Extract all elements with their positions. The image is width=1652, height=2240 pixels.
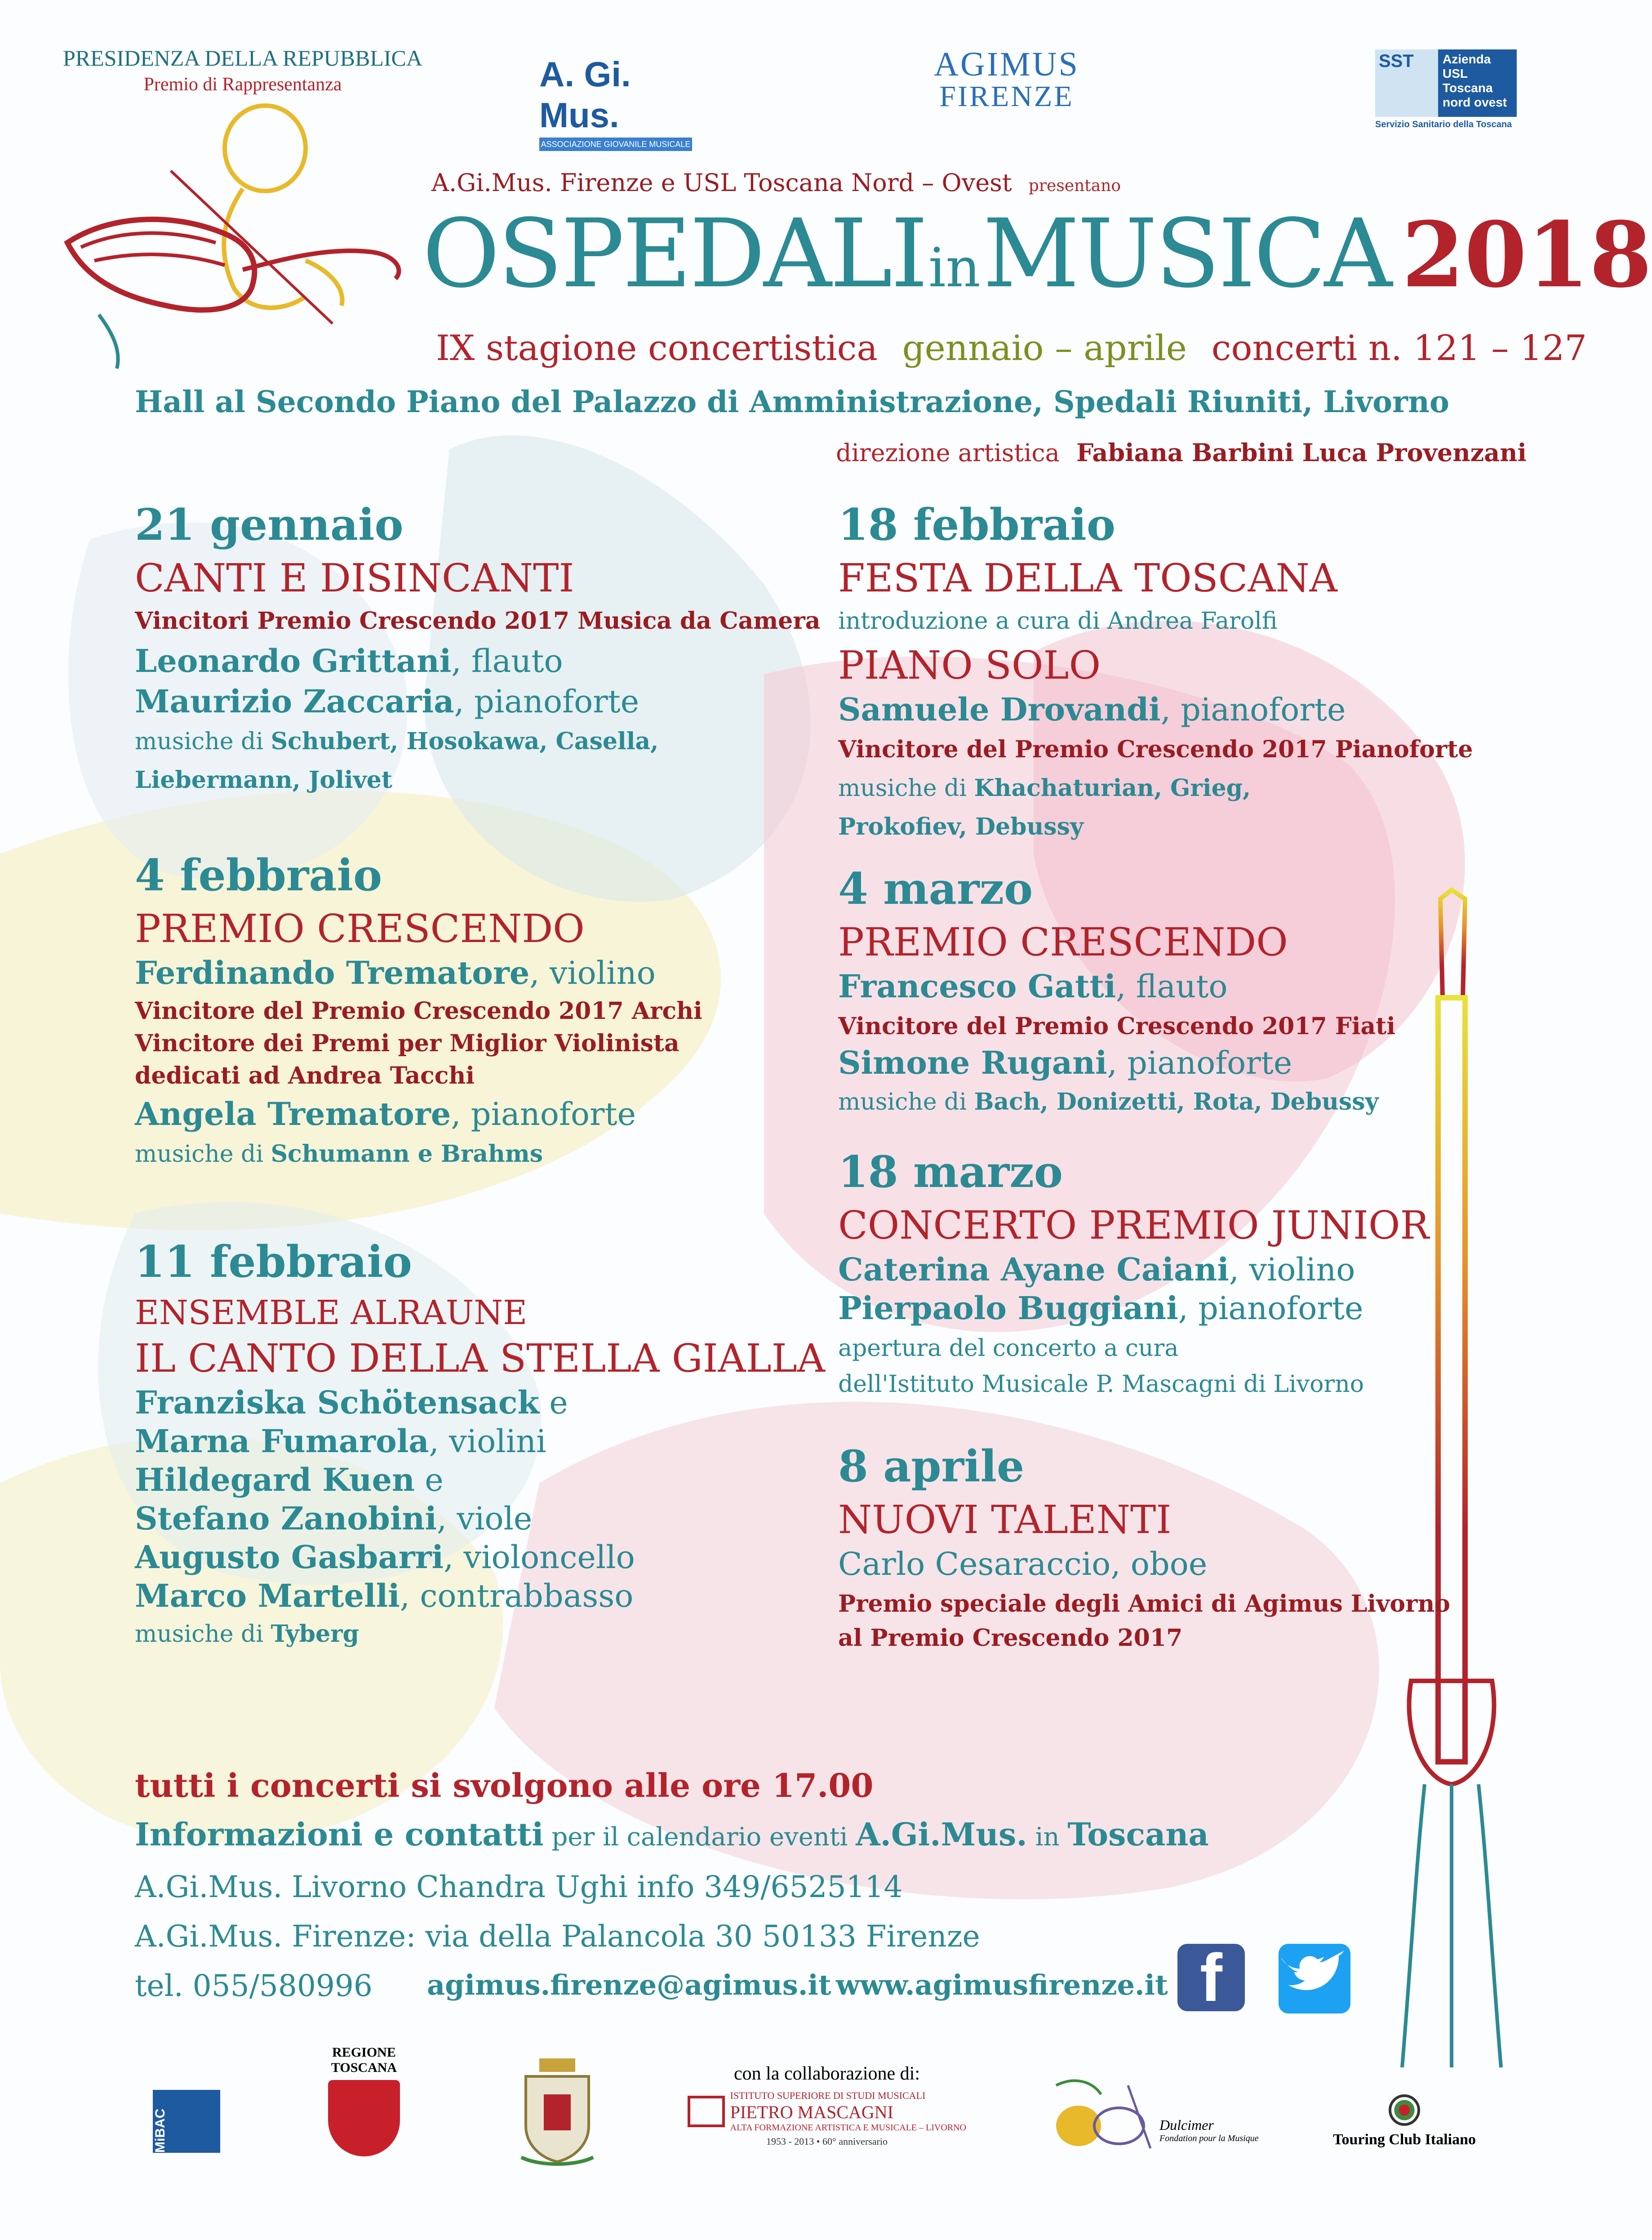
performer-role: , violino xyxy=(529,955,656,991)
concert-18-marzo xyxy=(838,1147,1430,1398)
music-label: musiche di xyxy=(135,1141,271,1168)
performer-role: e xyxy=(414,1462,444,1498)
performer-4 xyxy=(135,1500,825,1537)
firenze-address: A.Gi.Mus. Firenze: via della Palancola 30 50133 Firenze xyxy=(135,1919,980,1954)
directors: Fabiana Barbini Luca Provenzani xyxy=(1076,438,1527,467)
presenters: A.Gi.Mus. Firenze e USL Toscana Nord – Ovest xyxy=(431,169,1012,197)
period: gennaio – aprile xyxy=(902,328,1187,369)
performer-name: Francesco Gatti xyxy=(838,968,1116,1005)
concert-title-1: ENSEMBLE ALRAUNE xyxy=(135,1293,528,1332)
main-title xyxy=(422,199,1652,309)
usl-caption: Servizio Sanitario della Toscana xyxy=(1375,120,1512,129)
direction-line xyxy=(836,438,1527,467)
contacts-mid: per il calendario eventi xyxy=(543,1822,856,1852)
contacts-in: in xyxy=(1027,1822,1068,1852)
performer-role: , viole xyxy=(436,1500,533,1537)
mascagni-line-3: ALTA FORMAZIONE ARTISTICA E MUSICALE – LIVORNO xyxy=(730,2123,966,2133)
livorno-crest-icon xyxy=(512,2049,602,2166)
direction-label: direzione artistica xyxy=(836,439,1060,467)
performer-name: Simone Rugani xyxy=(838,1044,1107,1081)
mascagni-line-2: PIETRO MASCAGNI xyxy=(730,2102,893,2122)
performer-1 xyxy=(838,1548,1450,1580)
mascagni-line-4: 1953 - 2013 • 60° anniversario xyxy=(766,2136,888,2147)
mibac-text: MiBAC xyxy=(153,2108,168,2153)
collaboration-block xyxy=(688,2063,966,2147)
performer-role: , pianoforte xyxy=(1107,1044,1292,1081)
regione-toscana-logo xyxy=(324,2045,404,2156)
concert-note-1: apertura del concerto a cura xyxy=(838,1335,1179,1362)
concert-11-febbraio xyxy=(135,1236,825,1648)
performer-name: Maurizio Zaccaria xyxy=(135,683,454,720)
agimus-logo xyxy=(539,54,692,149)
performer-name: Marco Martelli xyxy=(135,1577,400,1614)
performer-role: , oboe xyxy=(1110,1546,1208,1582)
performer-role: , pianoforte xyxy=(1160,691,1346,728)
usl-logo-badge: SST xyxy=(1379,51,1414,71)
concert-date: 11 febbraio xyxy=(135,1236,412,1287)
dulcimer-instrument-icon xyxy=(1047,2067,1155,2157)
title-musica: MUSICA xyxy=(982,199,1391,309)
livorno-contact: A.Gi.Mus. Livorno Chandra Ughi info 349/6525114 xyxy=(135,1870,903,1904)
music-composers: Khachaturian, Grieg, xyxy=(974,774,1251,802)
music-label: musiche di xyxy=(838,1089,974,1116)
venue: Hall al Secondo Piano del Palazzo di Amministrazione, Spedali Riuniti, Livorno xyxy=(135,384,1449,419)
concert-18-febbraio xyxy=(838,499,1473,840)
performer-name: Hildegard Kuen xyxy=(135,1461,415,1498)
contacts-agimus: A.Gi.Mus. xyxy=(856,1816,1027,1853)
concert-title-2: IL CANTO DELLA STELLA GIALLA xyxy=(135,1336,825,1381)
music-label: musiche di xyxy=(838,775,974,802)
performer-2 xyxy=(135,1095,702,1133)
concert-date: 18 febbraio xyxy=(838,499,1115,550)
performer-name: Franziska Schötensack xyxy=(135,1384,539,1421)
performer-name: Caterina Ayane Caiani xyxy=(838,1251,1229,1288)
performer-1 xyxy=(838,1251,1429,1288)
contacts-region: Toscana xyxy=(1067,1816,1209,1853)
agimus-logo-band xyxy=(539,138,692,151)
concert-date: 21 gennaio xyxy=(135,499,404,550)
mascagni-logo xyxy=(688,2090,966,2133)
mibac-logo xyxy=(153,2090,220,2153)
performer-role: , flauto xyxy=(1116,968,1228,1005)
presenters-line xyxy=(431,169,1121,197)
touring-name: Touring Club Italiano xyxy=(1332,2131,1476,2148)
concert-award-1: Vincitore del Premio Crescendo 2017 Archi xyxy=(135,997,702,1025)
time-note: tutti i concerti si svolgono alle ore 17.00 xyxy=(135,1766,874,1804)
dulcimer-logo xyxy=(1047,2067,1299,2157)
agimus-firenze-top: AGIMUS xyxy=(934,45,1079,83)
premio-rappresentanza: Premio di Rappresentanza xyxy=(143,74,342,95)
pegasus-shield-icon xyxy=(328,2080,400,2156)
twitter-icon[interactable] xyxy=(1279,1944,1350,2013)
concert-note-2: dell'Istituto Musicale P. Mascagni di Livorno xyxy=(838,1371,1364,1398)
music-composers: Schumann e Brahms xyxy=(271,1140,543,1168)
concert-date: 8 aprile xyxy=(838,1441,1025,1492)
performer-role: , pianoforte xyxy=(1178,1290,1363,1327)
usl-logo-text-box xyxy=(1438,49,1517,117)
regione-line-1: REGIONE xyxy=(332,2045,396,2060)
collab-label: con la collaborazione di: xyxy=(734,2063,920,2084)
performer-1 xyxy=(135,954,702,991)
mascagni-mark-icon xyxy=(688,2096,725,2127)
performer-3 xyxy=(135,1461,825,1498)
music-label: musiche di xyxy=(135,728,271,755)
music-composers: Tyberg xyxy=(271,1620,359,1648)
concert-award-2: al Premio Crescendo 2017 xyxy=(838,1624,1183,1652)
season-line xyxy=(436,328,1587,369)
performer-2 xyxy=(838,1289,1429,1327)
dulcimer-sub: Fondation pour la Musique xyxy=(1159,2133,1259,2143)
concert-award: Vincitore del Premio Crescendo 2017 Pianoforte xyxy=(838,736,1473,763)
performer-2 xyxy=(135,683,820,720)
concert-4-marzo xyxy=(838,863,1395,1116)
program-line-1 xyxy=(135,730,820,753)
performer-2 xyxy=(135,1422,825,1460)
performer-role: e xyxy=(539,1384,568,1421)
concert-8-aprile xyxy=(838,1441,1450,1652)
agimus-logo-sub: ASSOCIAZIONE GIOVANILE MUSICALE xyxy=(541,139,691,149)
dulcimer-name: Dulcimer xyxy=(1159,2117,1214,2133)
facebook-icon[interactable]: f xyxy=(1177,1944,1245,2011)
performer-role: , violoncello xyxy=(444,1539,635,1576)
program-line-2 xyxy=(135,766,820,794)
performer-name: Leonardo Grittani xyxy=(135,642,452,680)
music-label: musiche di xyxy=(135,1621,271,1648)
email-link[interactable]: agimus.firenze@agimus.it xyxy=(427,1969,831,2001)
performer-name: Carlo Cesaraccio xyxy=(838,1546,1111,1582)
usl-line-3: Toscana xyxy=(1443,81,1493,95)
concert-intro: introduzione a cura di Andrea Farolfi xyxy=(838,608,1278,635)
program-line-2 xyxy=(838,815,1473,839)
music-composers: Prokofiev, Debussy xyxy=(838,813,1084,840)
performer-role: , pianoforte xyxy=(451,1096,636,1133)
touring-club-logo xyxy=(1330,2094,1479,2148)
performer-role: , violino xyxy=(1229,1251,1355,1288)
music-composers: Liebermann, Jolivet xyxy=(135,766,392,794)
usl-logo xyxy=(1375,49,1519,139)
violinist-illustration xyxy=(54,99,413,378)
tel: tel. 055/580996 xyxy=(135,1969,373,2003)
contacts-line xyxy=(135,1816,1209,1853)
agimus-firenze-logo xyxy=(930,45,1083,117)
concert-date: 4 marzo xyxy=(838,863,1033,914)
concert-title: CANTI E DISINCANTI xyxy=(135,556,574,601)
performer-name: Samuele Drovandi xyxy=(838,691,1161,728)
touring-emblem-icon xyxy=(1389,2094,1420,2126)
program-line-1 xyxy=(838,774,1473,802)
usl-logo-image xyxy=(1375,49,1438,117)
agimus-firenze-bottom: FIRENZE xyxy=(939,80,1074,113)
performer-role: , flauto xyxy=(451,643,563,680)
performer-1 xyxy=(838,968,1395,1005)
concert-21-gennaio xyxy=(135,499,821,794)
performer-6 xyxy=(135,1577,825,1614)
performer-name: Ferdinando Trematore xyxy=(135,954,530,991)
concert-title: PREMIO CRESCENDO xyxy=(838,920,1288,965)
performer-name: Stefano Zanobini xyxy=(135,1500,437,1537)
mascagni-line-1: ISTITUTO SUPERIORE DI STUDI MUSICALI xyxy=(730,2090,926,2101)
presidenza-block xyxy=(49,45,436,95)
performer-name: Angela Trematore xyxy=(135,1095,451,1133)
title-ospedali: OSPEDALI xyxy=(422,199,927,309)
presenters-suffix: presentano xyxy=(1028,177,1121,195)
music-composers: Schubert, Hosokawa, Casella, xyxy=(271,728,659,755)
performer-role: , violini xyxy=(429,1423,546,1460)
performer-role: , pianoforte xyxy=(454,683,639,720)
program-line-1 xyxy=(838,1090,1395,1114)
concert-award-2: Vincitore dei Premi per Miglior Violinista xyxy=(135,1030,679,1057)
concert-award: Vincitori Premio Crescendo 2017 Musica da Camera xyxy=(135,607,821,635)
presidenza-title: PRESIDENZA DELLA REPUBBLICA xyxy=(62,45,423,71)
website-link[interactable]: www.agimusfirenze.it xyxy=(836,1969,1168,2001)
title-year: 2018 xyxy=(1402,202,1652,308)
performer-name: Marna Fumarola xyxy=(135,1422,429,1460)
performer-1 xyxy=(135,1384,825,1421)
concert-numbers: concerti n. 121 – 127 xyxy=(1211,328,1587,369)
concert-date: 4 febbraio xyxy=(135,850,382,901)
performer-1 xyxy=(838,691,1473,728)
performer-role: , contrabbasso xyxy=(400,1578,634,1614)
season: IX stagione concertistica xyxy=(436,328,878,369)
concert-title: PREMIO CRESCENDO xyxy=(135,907,585,951)
performer-2 xyxy=(838,1044,1395,1081)
contacts-label: Informazioni e contatti xyxy=(135,1816,544,1853)
usl-line-4: nord ovest xyxy=(1443,95,1507,109)
concert-award: Vincitore del Premio Crescendo 2017 Fiati xyxy=(838,1013,1395,1040)
concert-award-3: dedicati ad Andrea Tacchi xyxy=(135,1062,475,1089)
program-line-1 xyxy=(135,1142,702,1166)
concert-title: CONCERTO PREMIO JUNIOR xyxy=(838,1203,1430,1248)
concert-title: NUOVI TALENTI xyxy=(838,1498,1172,1542)
usl-line-2: USL xyxy=(1443,67,1468,80)
twitter-bird-icon xyxy=(1279,1944,1350,2013)
program-line-1 xyxy=(135,1622,825,1646)
performer-1 xyxy=(135,642,820,680)
performer-name: Pierpaolo Buggiani xyxy=(838,1289,1178,1327)
performer-5 xyxy=(135,1538,825,1576)
concert-award-1: Premio speciale degli Amici di Agimus Livorno xyxy=(838,1590,1450,1618)
concert-4-febbraio xyxy=(135,850,702,1168)
regione-line-2: TOSCANA xyxy=(331,2060,397,2075)
concert-date: 18 marzo xyxy=(838,1147,1063,1197)
usl-line-1: Azienda xyxy=(1443,52,1491,66)
music-composers: Bach, Donizetti, Rota, Debussy xyxy=(974,1088,1379,1116)
concert-title: FESTA DELLA TOSCANA xyxy=(838,556,1337,601)
concert-title-2: PIANO SOLO xyxy=(838,643,1101,688)
title-in: in xyxy=(928,237,981,299)
performer-name: Augusto Gasbarri xyxy=(135,1538,444,1576)
agimus-logo-text: A. Gi. Mus. xyxy=(539,54,631,135)
